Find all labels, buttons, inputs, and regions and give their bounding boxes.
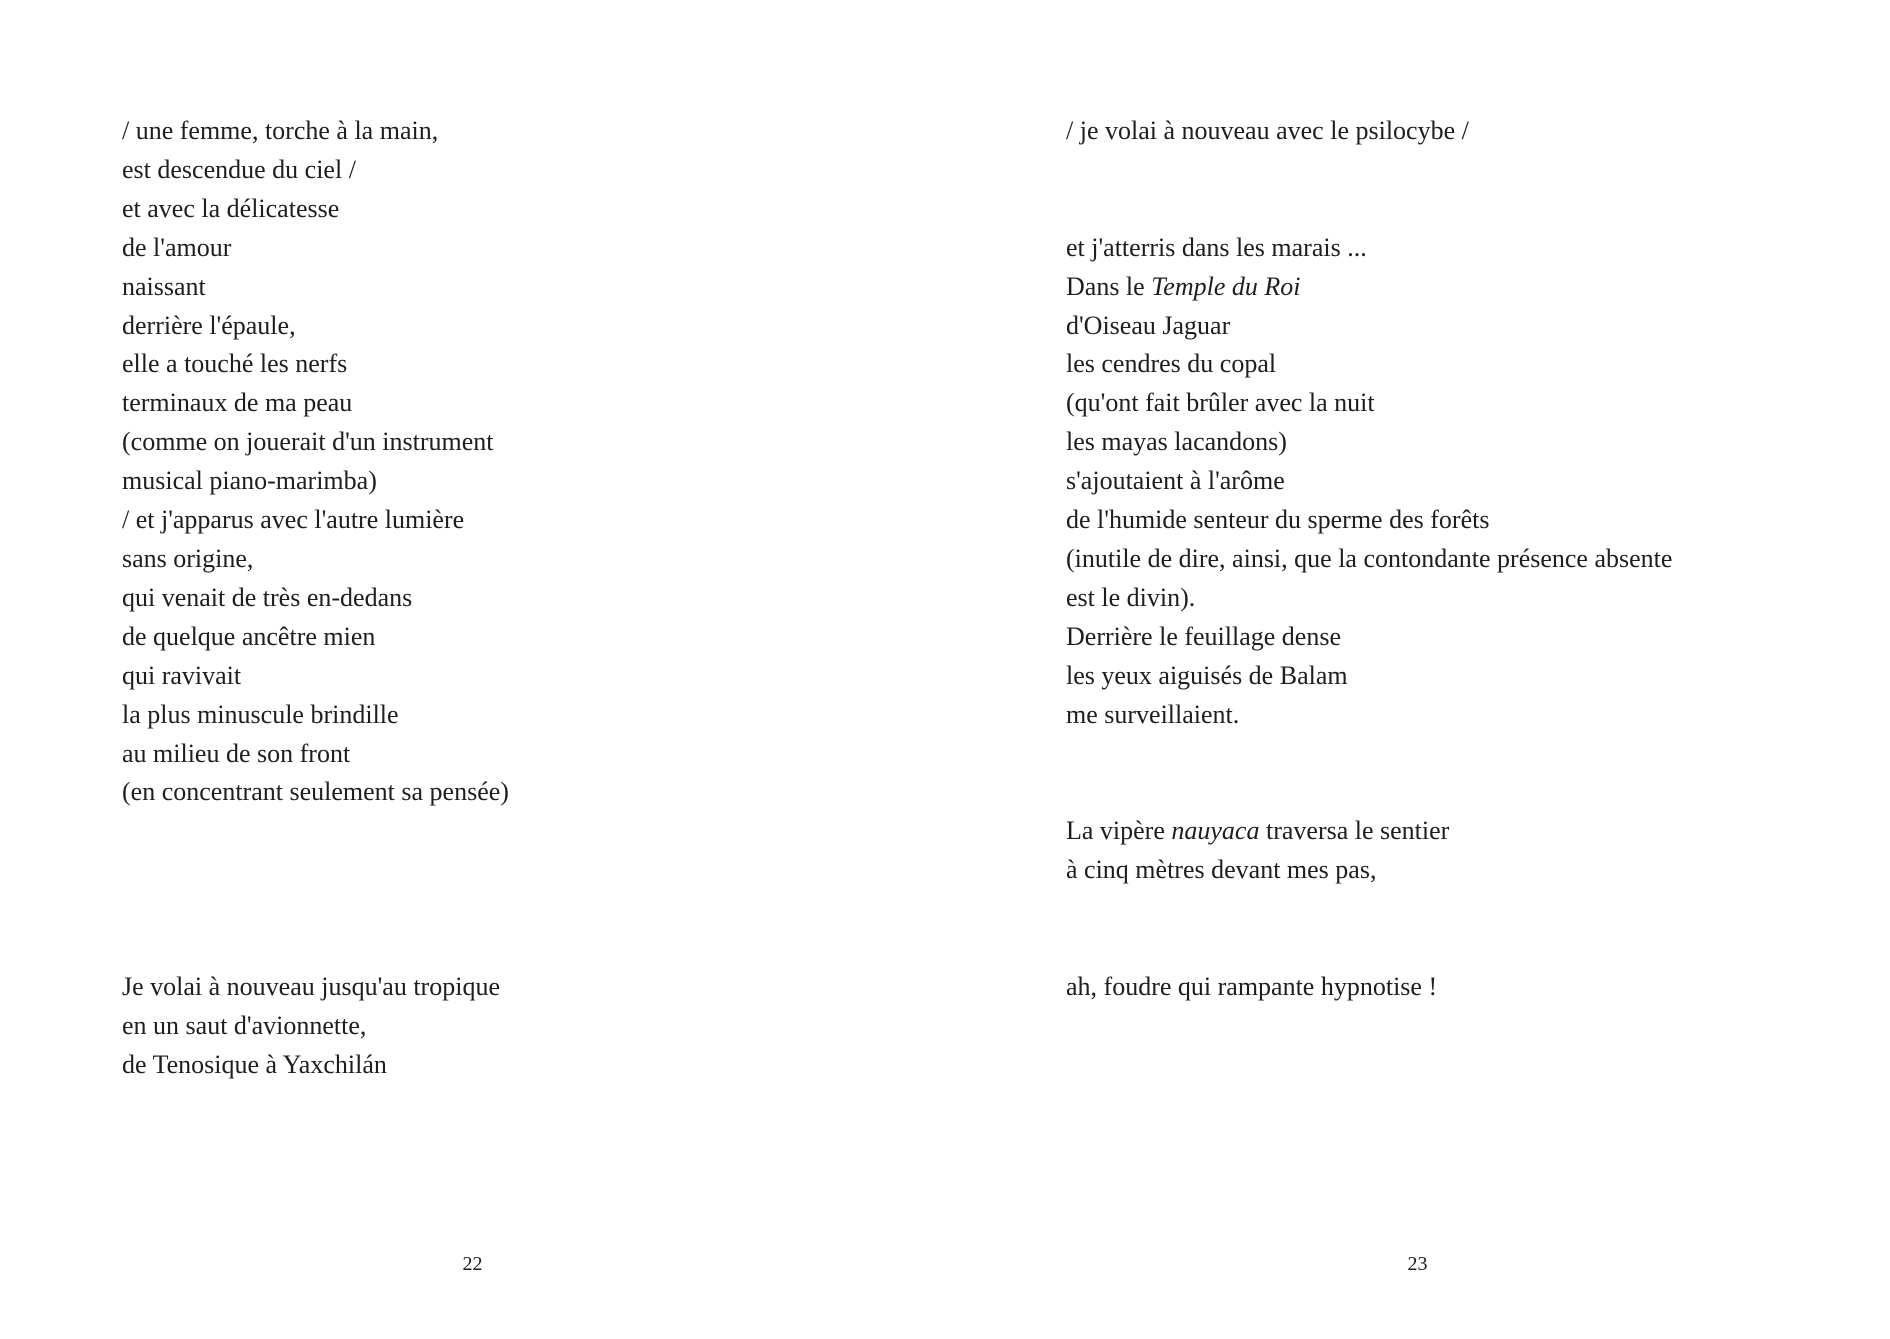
poem-line: qui venait de très en-dedans: [122, 582, 413, 612]
poem-line: Je volai à nouveau jusqu'au tropique: [122, 971, 500, 1001]
poem-line: [122, 851, 509, 890]
poem-line: et j'atterris dans les marais ...: [1066, 232, 1367, 262]
page-number-left: 22: [462, 1253, 483, 1275]
poem-line: [1066, 735, 1672, 774]
poem-line: la plus minuscule brindille: [122, 699, 399, 729]
poem-line: de Tenosique à Yaxchilán: [122, 1049, 387, 1079]
poem-line: à cinq mètres devant mes pas,: [1066, 855, 1377, 885]
poem-line: est descendue du ciel /: [122, 154, 356, 184]
poem-line: [1066, 190, 1672, 229]
poem-line: au milieu de son front: [122, 738, 351, 768]
poem-line: / et j'apparus avec l'autre lumière: [122, 505, 465, 535]
poem-line: d'Oiseau Jaguar: [1066, 310, 1231, 340]
poem-line: Dans le Temple du Roi: [1066, 271, 1301, 301]
poem-line: [122, 929, 509, 968]
poem-line: (en concentrant seulement sa pensée): [122, 777, 509, 807]
poem-line: de l'amour: [122, 232, 232, 262]
poem-line: sans origine,: [122, 543, 254, 573]
poem-line: Derrière le feuillage dense: [1066, 621, 1342, 651]
poem-line: qui ravivait: [122, 660, 242, 690]
poem-text-left: [122, 112, 509, 1085]
poem-line: / une femme, torche à la main,: [122, 116, 439, 145]
poem-line: [1066, 929, 1672, 968]
poem-line: elle a touché les nerfs: [122, 349, 348, 379]
poem-line: les mayas lacandons): [1066, 427, 1287, 457]
page-number-right: 23: [1407, 1253, 1428, 1275]
poem-line: et avec la délicatesse: [122, 193, 340, 223]
poem-line: (comme on jouerait d'un instrument: [122, 427, 494, 457]
poem-line: / je volai à nouveau avec le psilocybe /: [1066, 116, 1469, 145]
poem-line: [1066, 773, 1672, 812]
poem-line: (inutile de dire, ainsi, que la contondante présence absente: [1066, 543, 1673, 573]
poem-line: [122, 890, 509, 929]
poem-line: en un saut d'avionnette,: [122, 1010, 367, 1040]
poem-line: (qu'ont fait brûler avec la nuit: [1066, 388, 1375, 418]
poem-text-right: [1066, 112, 1672, 1007]
poem-line: [1066, 151, 1672, 190]
poem-line: de quelque ancêtre mien: [122, 621, 376, 651]
poem-line: [122, 812, 509, 851]
poem-line: musical piano-marimba): [122, 466, 377, 496]
poem-line: les yeux aiguisés de Balam: [1066, 660, 1348, 690]
poem-line: derrière l'épaule,: [122, 310, 296, 340]
poem-line: est le divin).: [1066, 582, 1196, 612]
poem-line: terminaux de ma peau: [122, 388, 353, 418]
poem-line: de l'humide senteur du sperme des forêts: [1066, 505, 1490, 535]
poem-line: ah, foudre qui rampante hypnotise !: [1066, 971, 1438, 1001]
poem-line: La vipère nauyaca traversa le sentier: [1066, 816, 1450, 846]
poem-line: les cendres du copal: [1066, 349, 1277, 379]
poem-line: naissant: [122, 271, 206, 301]
page-right: [945, 0, 1890, 1339]
poem-line: [1066, 890, 1672, 929]
poem-line: s'ajoutaient à l'arôme: [1066, 466, 1285, 496]
poem-line: me surveillaient.: [1066, 699, 1240, 729]
